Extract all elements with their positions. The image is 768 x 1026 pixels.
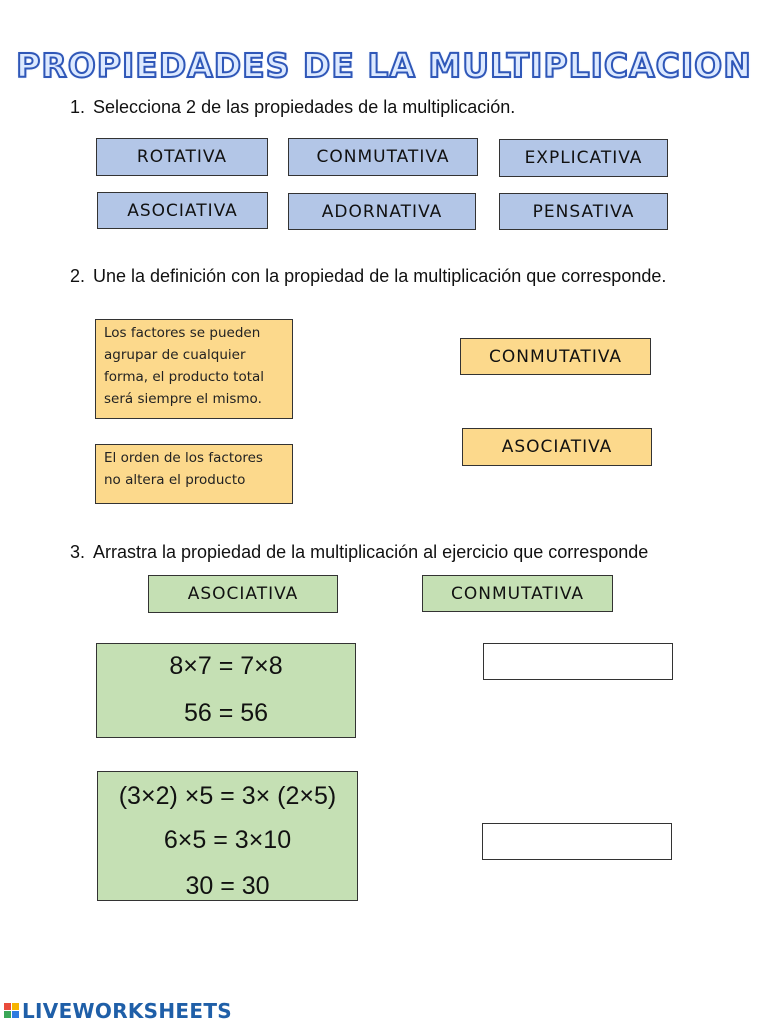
question-1-number: 1. (70, 97, 86, 117)
definition-asociativa[interactable] (95, 319, 293, 419)
exercise-2 (97, 771, 358, 901)
option-pensativa[interactable]: PENSATIVA (499, 193, 668, 230)
exercise-line: 8×7 = 7×8 (169, 652, 283, 680)
option-explicativa[interactable]: EXPLICATIVA (499, 139, 668, 177)
question-3 (70, 540, 740, 566)
question-3-text: Arrastra la propiedad de la multiplicación al ejercicio que corresponde (93, 542, 649, 562)
match-property-conmutativa[interactable]: CONMUTATIVA (460, 338, 651, 375)
drop-zone-exercise-1[interactable] (483, 643, 673, 680)
definition-line: forma, el producto total (104, 369, 265, 385)
question-2-text: Une la definición con la propiedad de la multiplicación que corresponde. (93, 266, 667, 286)
exercise-line: 56 = 56 (183, 699, 269, 727)
definition-line: será siempre el mismo. (104, 391, 262, 407)
liveworksheets-logo-text: LIVEWORKSHEETS (22, 999, 233, 1023)
exercise-1 (96, 643, 356, 738)
question-2-number: 2. (70, 266, 86, 286)
option-asociativa[interactable]: ASOCIATIVA (97, 192, 268, 229)
option-conmutativa[interactable]: CONMUTATIVA (288, 138, 478, 176)
question-3-number: 3. (70, 542, 86, 562)
drop-zone-exercise-2[interactable] (482, 823, 672, 860)
definition-line: Los factores se pueden (104, 325, 261, 341)
question-1-text: Selecciona 2 de las propiedades de la multiplicación. (93, 97, 516, 117)
option-adornativa[interactable]: ADORNATIVA (288, 193, 476, 230)
exercise-line: (3×2) ×5 = 3× (2×5) (118, 782, 337, 810)
definition-line: El orden de los factores (104, 450, 263, 466)
drag-asociativa[interactable]: ASOCIATIVA (148, 575, 338, 613)
question-1 (70, 95, 730, 121)
worksheet-title: PROPIEDADES DE LA MULTIPLICACION (16, 46, 752, 85)
exercise-line: 30 = 30 (185, 872, 270, 900)
definition-line: no altera el producto (104, 472, 246, 488)
drag-conmutativa[interactable]: CONMUTATIVA (422, 575, 613, 612)
question-2 (70, 264, 722, 316)
exercise-line: 6×5 = 3×10 (163, 826, 292, 854)
definition-line: agrupar de cualquier (104, 347, 246, 363)
definition-conmutativa[interactable] (95, 444, 293, 504)
match-property-asociativa[interactable]: ASOCIATIVA (462, 428, 652, 466)
liveworksheets-logo[interactable] (4, 996, 232, 1026)
liveworksheets-logo-icon (4, 1003, 20, 1019)
option-rotativa[interactable]: ROTATIVA (96, 138, 268, 176)
